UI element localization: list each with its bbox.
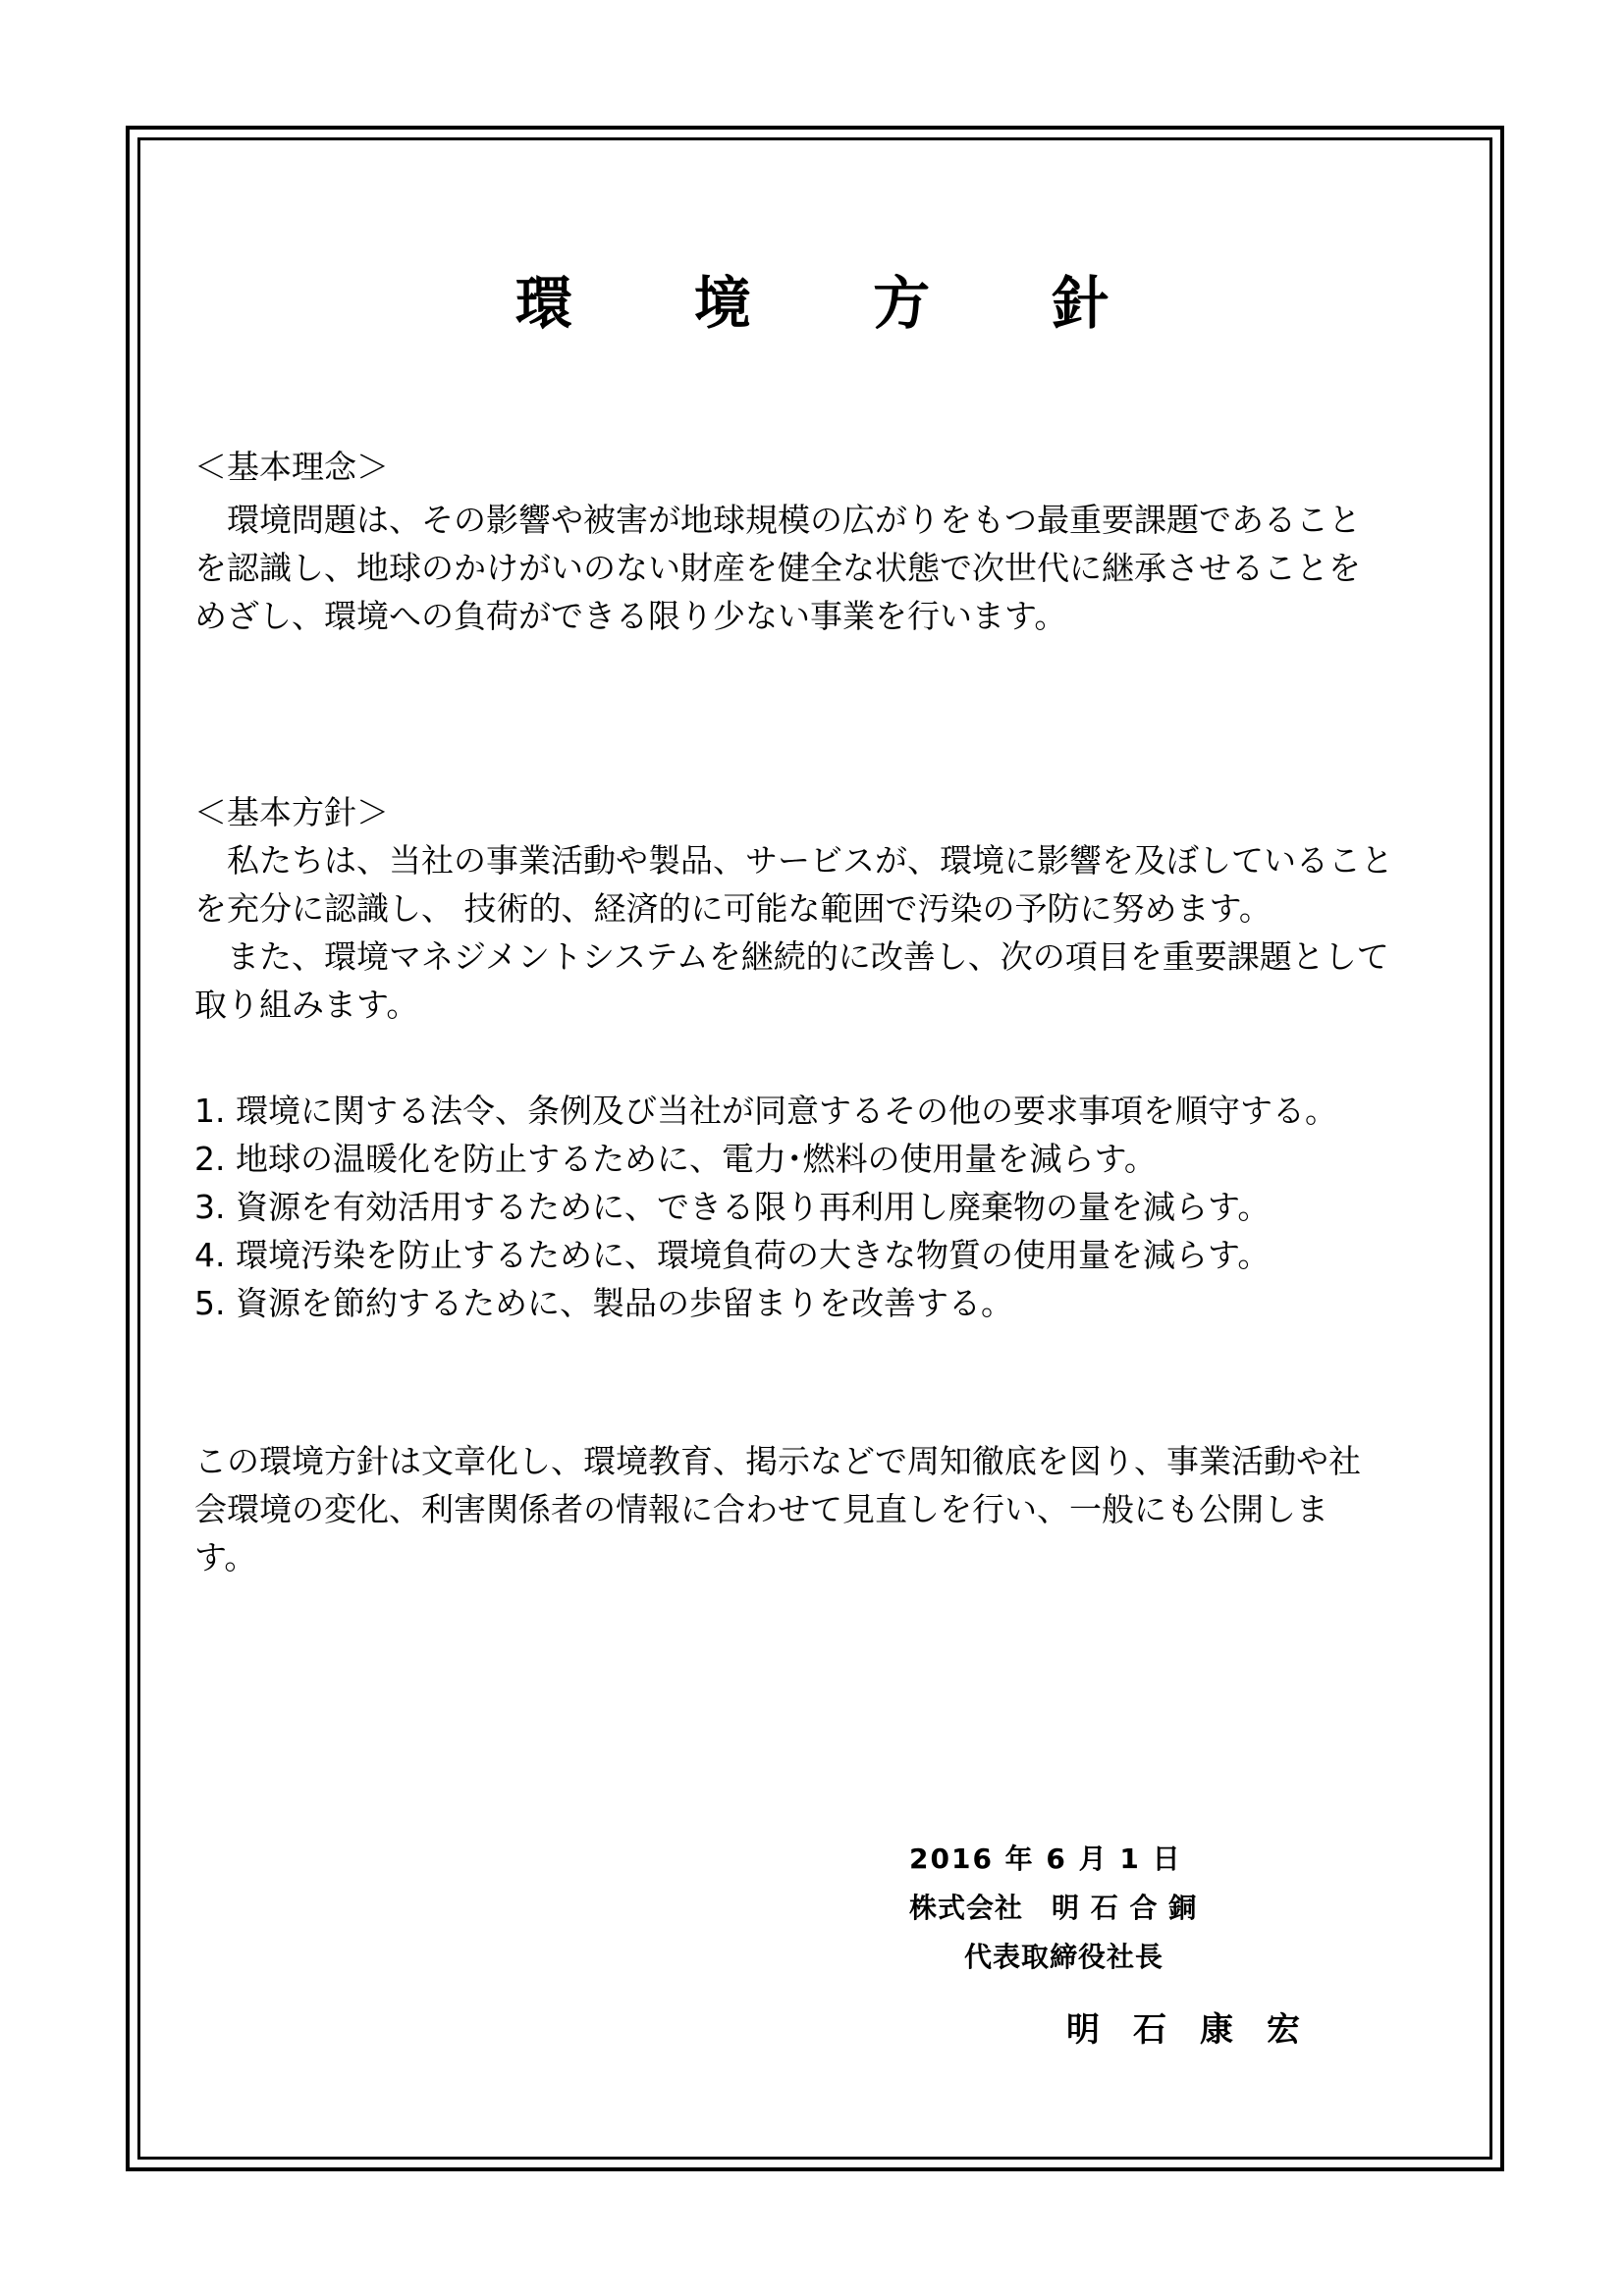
policy-item: 5. 資源を節約するために、製品の歩留まりを改善する。 <box>194 1284 1013 1322</box>
basic-policy-line: 私たちは、当社の事業活動や製品、サービスが、環境に影響を及ぼしていること <box>194 841 1393 880</box>
policy-item: 1. 環境に関する法令、条例及び当社が同意するその他の要求事項を順守する。 <box>194 1092 1337 1130</box>
basic-concept-heading: ＜基本理念＞ <box>194 448 389 486</box>
closing-line: す。 <box>194 1538 257 1576</box>
policy-item: 2. 地球の温暖化を防止するために、電力･燃料の使用量を減らす。 <box>194 1140 1157 1178</box>
policy-item: 3. 資源を有効活用するために、できる限り再利用し廃棄物の量を減らす。 <box>194 1188 1271 1226</box>
basic-concept-line: 環境問題は、その影響や被害が地球規模の広がりをもつ最重要課題であること <box>194 501 1361 539</box>
policy-item: 4. 環境汚染を防止するために、環境負荷の大きな物質の使用量を減らす。 <box>194 1236 1271 1274</box>
basic-policy-line: を充分に認識し、 技術的、経済的に可能な範囲で汚染の予防に努めます。 <box>194 889 1272 928</box>
representative-title: 代表取締役社長 <box>964 1941 1164 1973</box>
basic-policy-heading: ＜基本方針＞ <box>194 793 389 831</box>
issue-date: 2016 年 6 月 1 日 <box>909 1842 1182 1875</box>
basic-policy-line: 取り組みます。 <box>194 986 419 1024</box>
basic-concept-line: めざし、環境への負荷ができる限り少ない事業を行います。 <box>194 597 1067 635</box>
closing-line: この環境方針は文章化し、環境教育、掲示などで周知徹底を図り、事業活動や社 <box>194 1442 1361 1480</box>
basic-concept-line: を認識し、地球のかけがいのない財産を健全な状態で次世代に継承させることを <box>194 549 1361 587</box>
closing-line: 会環境の変化、利害関係者の情報に合わせて見直しを行い、一般にも公開しま <box>194 1490 1328 1528</box>
company-name: 株式会社 明 石 合 銅 <box>909 1892 1198 1924</box>
representative-name: 明石康宏 <box>1066 2010 1333 2050</box>
document-title: 環 境 方 針 <box>514 270 1161 337</box>
basic-policy-line: また、環境マネジメントシステムを継続的に改善し、次の項目を重要課題として <box>194 937 1389 976</box>
